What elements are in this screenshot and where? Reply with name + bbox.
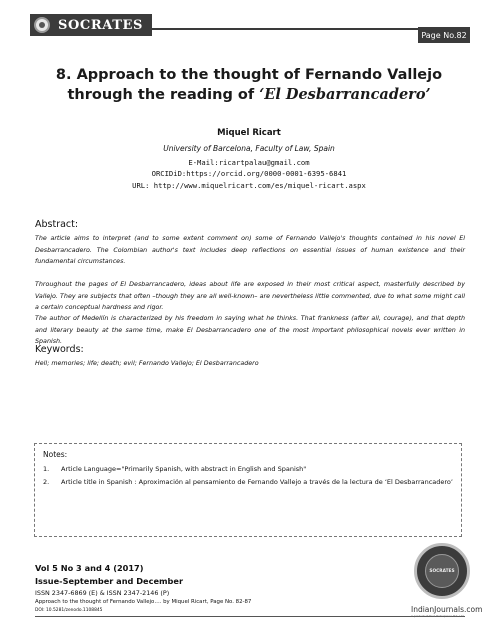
note-text: Article Language="Primarily Spanish, with abstract in English and Spanish"	[61, 465, 307, 473]
title-line-1: 8. Approach to the thought of Fernando Vallejo	[55, 67, 443, 83]
title-line-2-italic: ‘El Desbarrancadero’	[259, 86, 431, 103]
author-email[interactable]: E-Mail:ricartpalau@gmail.com	[188, 158, 310, 167]
journal-logo	[30, 14, 152, 36]
title-line-2-prefix: through the reading of	[67, 87, 260, 103]
footer-issn: ISSN 2347-6869 (E) & ISSN 2347-2146 (P)	[35, 589, 170, 597]
author-name: Miquel Ricart	[217, 128, 281, 138]
author-url[interactable]: URL: http://www.miquelricart.com/es/miquel-ricart.aspx	[132, 181, 366, 190]
note-item	[43, 477, 455, 488]
author-orcid[interactable]: ORCIDiD:https://orcid.org/0000-0001-6395-6841	[151, 169, 347, 178]
footer-citation: Approach to the thought of Fernando Vallejo…. by Miquel Ricart, Page No. 82-87	[35, 599, 252, 605]
publisher-subtitle: A product of Diva Enterprises Pvt. Ltd.	[411, 614, 465, 618]
note-number: 2.	[43, 478, 50, 486]
footer-volume: Vol 5 No 3 and 4 (2017)	[35, 563, 144, 573]
note-number: 1.	[43, 465, 50, 473]
abstract-paragraph-2: Throughout the pages of El Desbarrancadero, ideas about life are exposed in their most critical aspect, masterfully described by Vallejo. They are subjects that often –though they are all well-known– are nevertheless little commented, due to what some might call a certain conceptual hardness and rigor.	[35, 281, 465, 311]
seal-label: SOCRATES	[429, 569, 455, 574]
notes-box	[34, 443, 462, 537]
title-line-2	[30, 85, 468, 105]
journal-name: SOCRATES	[58, 17, 144, 33]
keywords-heading: Keywords:	[35, 344, 84, 355]
abstract-paragraph-3: The author of Medellín is characterized by his freedom in saying what he thinks. That frankness (after all, courage), and that depth and literary beauty at the same time, make El Desbarrancadero one of the most important philosophical novels ever written in Spanish.	[35, 315, 465, 345]
abstract-paragraph-1: The article aims to interpret (and to some extent comment on) some of Fernando Vallejo's thoughts contained in his novel El Desbarrancadero. The Colombian author's text includes deep reflections on essential issues of human existence and their fundamental circumstances.	[35, 235, 465, 265]
publisher-logo[interactable]: IndianJournals.com	[411, 605, 483, 614]
note-text: Article title in Spanish : Aproximación al pensamiento de Fernando Vallejo a través de la lectura de ‘El Desbarrancadero’	[61, 478, 453, 486]
footer-issue: Issue-September and December	[35, 576, 183, 586]
article-title	[30, 66, 468, 105]
footer-rule	[35, 616, 465, 617]
abstract-heading: Abstract:	[35, 219, 79, 230]
author-affiliation: University of Barcelona, Faculty of Law, Spain	[163, 144, 335, 153]
socrates-emblem-icon	[34, 17, 50, 33]
page-number-badge: Page No.82	[418, 27, 470, 43]
footer-doi[interactable]: DOI: 10.5281/zenodo.1108845	[35, 608, 103, 613]
socrates-seal-icon	[414, 543, 470, 599]
keywords-text: Hell; memories; life; death; evil; Fernando Vallejo; El Desbarrancadero	[35, 360, 259, 367]
note-item	[43, 464, 455, 475]
notes-heading: Notes:	[43, 450, 68, 459]
